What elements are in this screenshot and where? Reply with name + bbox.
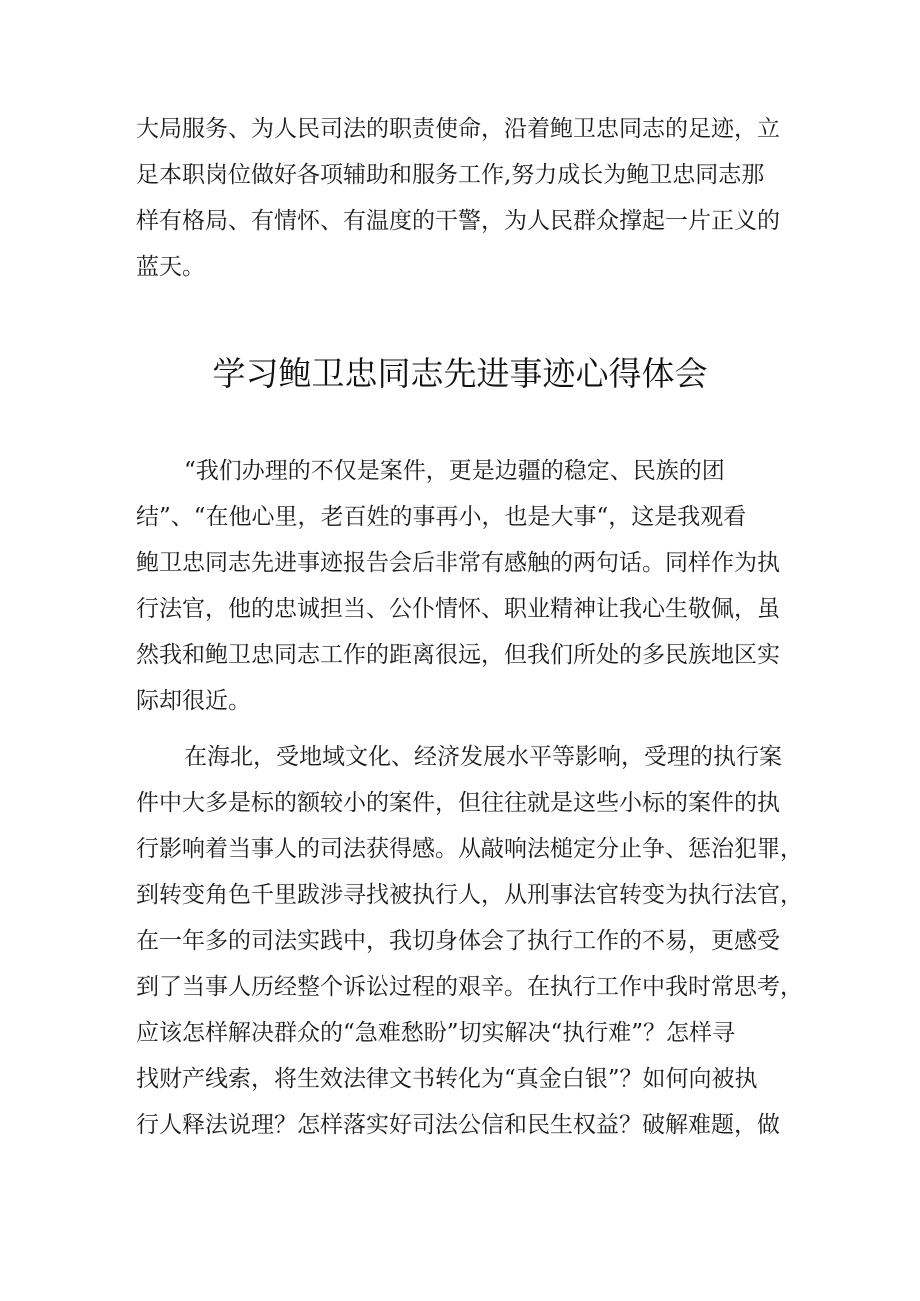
paragraph-1-line-4: 行法官，他的忠诚担当、公仆情怀、职业精神让我心生敬佩，虽 [136,596,780,622]
paragraph-1-line-5: 然我和鲍卫忠同志工作的距离很远，但我们所处的多民族地区实 [136,642,780,668]
article-title: 学习鲍卫忠同志先进事迹心得体会 [212,354,708,393]
intro-line-3: 样有格局、有情怀、有温度的干警，为人民群众撑起一片正义的 [136,208,780,234]
intro-line-4: 蓝天。 [136,254,205,280]
paragraph-2-line-7: 应该怎样解决群众的“急难愁盼”切实解决“执行难”？怎样寻 [136,1020,736,1046]
paragraph-1-line-2: 结”、“在他心里，老百姓的事再小，也是大事“，这是我观看 [136,504,747,530]
paragraph-2-line-1: 在海北，受地域文化、经济发展水平等影响，受理的执行案 [184,744,782,770]
paragraph-2-line-9: 行人释法说理？怎样落实好司法公信和民生权益？破解难题，做 [136,1112,780,1138]
intro-line-2: 足本职岗位做好各项辅助和服务工作,努力成长为鲍卫忠同志那 [136,162,765,188]
intro-line-1: 大局服务、为人民司法的职责使命，沿着鲍卫忠同志的足迹，立 [136,116,780,142]
paragraph-2-line-4: 到转变角色千里跋涉寻找被执行人，从刑事法官转变为执行法官， [136,882,803,908]
paragraph-2-line-5: 在一年多的司法实践中，我切身体会了执行工作的不易，更感受 [136,928,780,954]
paragraph-2-line-6: 到了当事人历经整个诉讼过程的艰辛。在执行工作中我时常思考， [136,974,803,1000]
paragraph-2-line-3: 行影响着当事人的司法获得感。从敲响法槌定分止争、惩治犯罪， [136,836,803,862]
paragraph-2-line-2: 件中大多是标的额较小的案件，但往往就是这些小标的案件的执 [136,790,780,816]
paragraph-2-line-8: 找财产线索，将生效法律文书转化为“真金白银”？如何向被执 [136,1066,758,1092]
paragraph-1-line-6: 际却很近。 [136,688,251,714]
paragraph-1-line-1: “我们办理的不仅是案件，更是边疆的稳定、民族的团 [184,458,725,484]
paragraph-1-line-3: 鲍卫忠同志先进事迹报告会后非常有感触的两句话。同样作为执 [136,550,780,576]
